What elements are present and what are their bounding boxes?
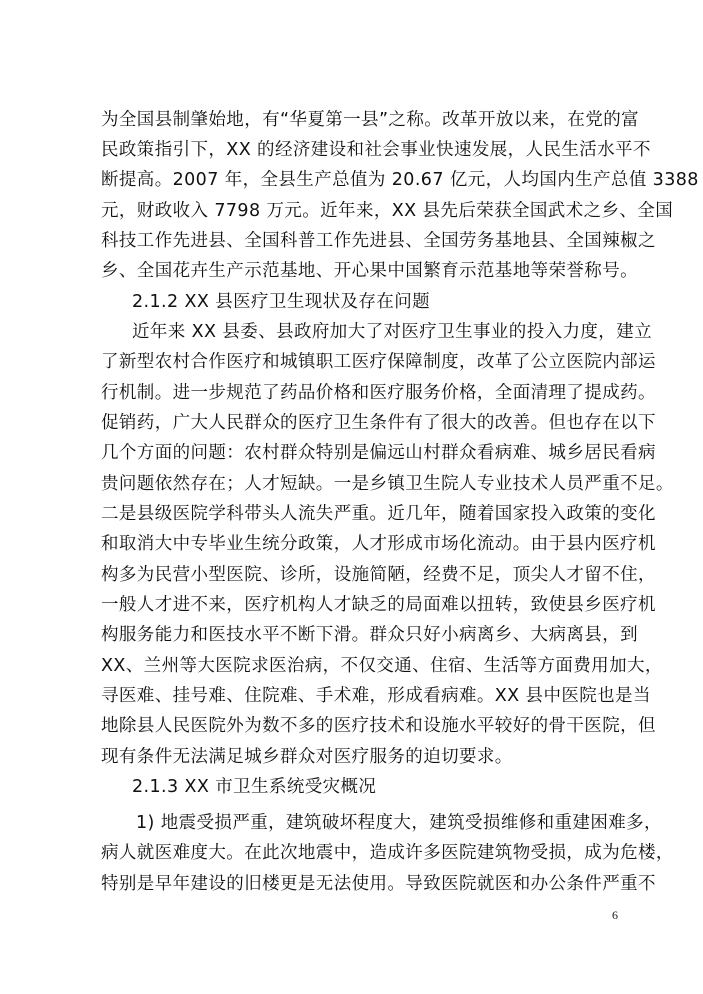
paragraph-line: 近年来 XX 县委、县政府加大了对医疗卫生事业的投入力度，建立 <box>132 322 653 342</box>
paragraph-line: 几个方面的问题：农村群众特别是偏远山村群众看病难、城乡居民看病 <box>101 443 656 463</box>
section-heading-2-1-3: 2.1.3 XX 市卫生系统受灾概况 <box>132 777 377 797</box>
paragraph-line: 地除县人民医院外为数不多的医疗技术和设施水平较好的骨干医院，但 <box>101 716 656 736</box>
paragraph-line: 行机制。进一步规范了药品价格和医疗服务价格，全面清理了提成药。 <box>101 383 656 403</box>
paragraph-line: 和取消大中专毕业生统分政策，人才形成市场化流动。由于县内医疗机 <box>101 534 656 554</box>
paragraph-line: 元，财政收入 7798 万元。近年来，XX 县先后荣获全国武术之乡、全国 <box>101 201 674 221</box>
paragraph-line: 促销药，广大人民群众的医疗卫生条件有了很大的改善。但也存在以下 <box>101 413 656 433</box>
section-heading-2-1-2: 2.1.2 XX 县医疗卫生现状及存在问题 <box>132 292 431 312</box>
paragraph-line: 构服务能力和医技水平不断下滑。群众只好小病离乡、大病离县，到 <box>101 625 638 645</box>
paragraph-line: 病人就医难度大。在此次地震中，造成许多医院建筑物受损，成为危楼， <box>101 843 674 863</box>
paragraph-line: 科技工作先进县、全国科普工作先进县、全国劳务基地县、全国辣椒之 <box>101 231 656 251</box>
paragraph-line: 了新型农村合作医疗和城镇职工医疗保障制度，改革了公立医院内部运 <box>101 352 656 372</box>
list-item-line: 1) 地震受损严重，建筑破坏程度大，建筑受损维修和重建困难多， <box>136 813 662 833</box>
paragraph-line: 断提高。2007 年，全县生产总值为 20.67 亿元，人均国内生产总值 3388 <box>101 170 699 190</box>
paragraph-line: 为全国县制肇始地，有“华夏第一县”之称。改革开放以来，在党的富 <box>101 110 640 130</box>
paragraph-line: 一般人才进不来，医疗机构人才缺乏的局面难以扭转，致使县乡医疗机 <box>101 595 656 615</box>
paragraph-line: 二是县级医院学科带头人流失严重。近几年，随着国家投入政策的变化 <box>101 504 656 524</box>
paragraph-line: XX、兰州等大医院求医治病，不仅交通、住宿、生活等方面费用加大， <box>101 656 663 676</box>
paragraph-line: 寻医难、挂号难、住院难、手术难，形成看病难。XX 县中医院也是当 <box>101 686 651 706</box>
paragraph-line: 构多为民营小型医院、诊所，设施简陋，经费不足，顶尖人才留不住， <box>101 565 656 585</box>
page-number: 6 <box>612 908 618 922</box>
paragraph-line: 民政策指引下，XX 的经济建设和社会事业快速发展，人民生活水平不 <box>101 140 651 160</box>
paragraph-line: 现有条件无法满足城乡群众对医疗服务的迫切要求。 <box>101 747 513 767</box>
paragraph-line: 乡、全国花卉生产示范基地、开心果中国繁育示范基地等荣誉称号。 <box>101 261 638 281</box>
paragraph-line: 贵问题依然存在；人才短缺。一是乡镇卫生院人专业技术人员严重不足。 <box>101 474 674 494</box>
paragraph-line: 特别是早年建设的旧楼更是无法使用。导致医院就医和办公条件严重不 <box>101 874 656 894</box>
